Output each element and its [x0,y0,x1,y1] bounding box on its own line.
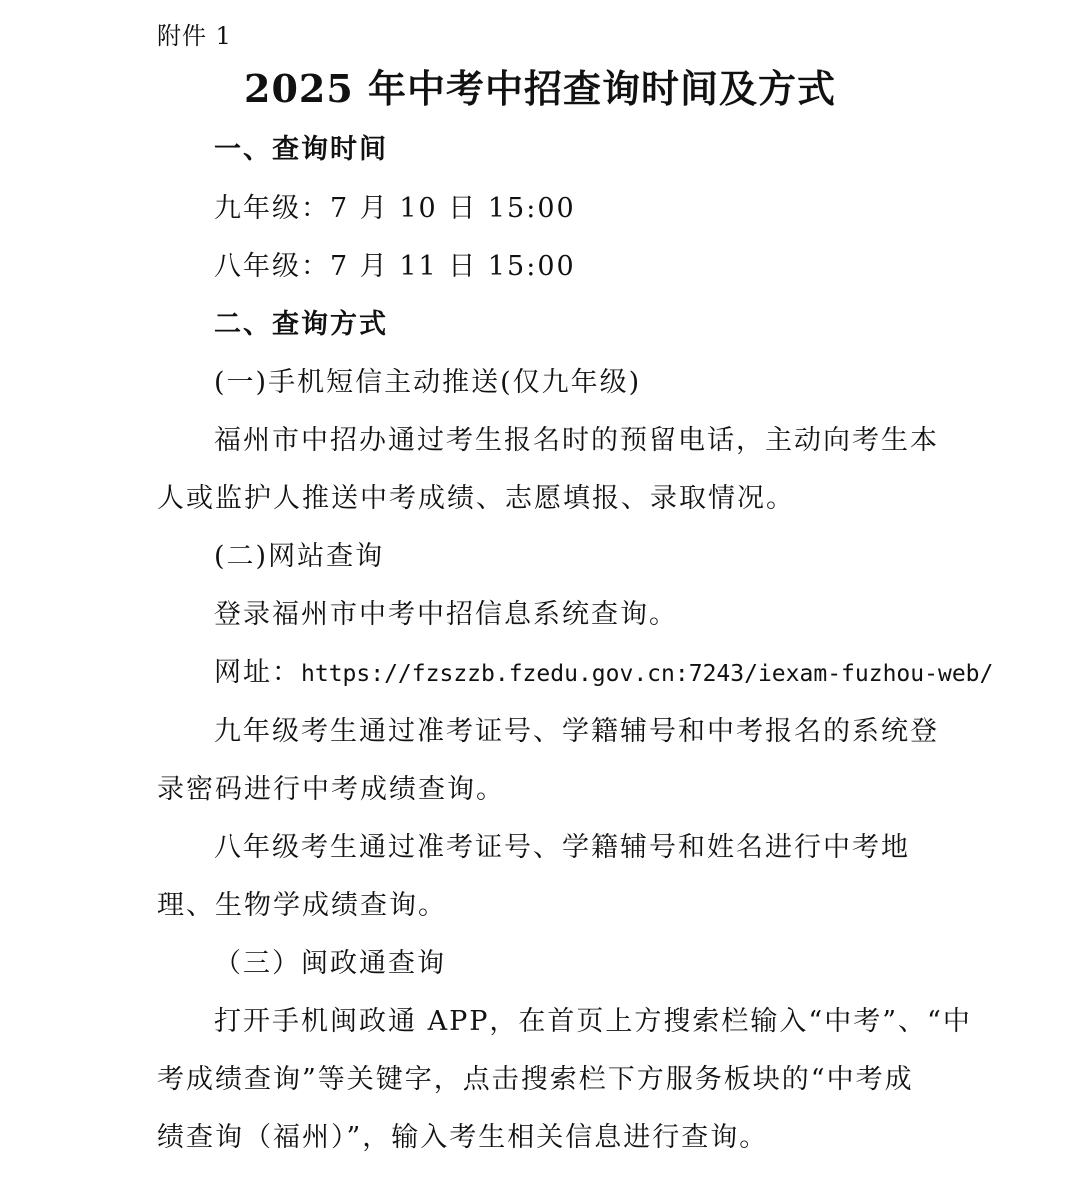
web-heading: (二)网站查询 [214,541,385,572]
grade9-query-time: 九年级：7 月 10 日 15:00 [214,193,576,224]
grade8-query-time: 八年级：7 月 11 日 15:00 [214,251,576,282]
grade8-method-line1: 八年级考生通过准考证号、学籍辅号和姓名进行中考地 [214,832,910,863]
section1-heading: 一、查询时间 [214,134,388,165]
grade9-method-line1: 九年级考生通过准考证号、学籍辅号和中考报名的系统登 [214,716,939,747]
app-heading: （三）闽政通查询 [214,948,446,979]
sms-heading: (一)手机短信主动推送(仅九年级) [214,367,642,398]
app-paragraph-line2: 考成绩查询”等关键字，点击搜索栏下方服务板块的“中考成 [157,1064,914,1095]
grade9-method-line2: 录密码进行中考成绩查询。 [157,774,505,805]
grade8-method-line2: 理、生物学成绩查询。 [157,890,447,921]
section2-heading: 二、查询方式 [214,309,388,340]
document-title: 2025 年中考中招查询时间及方式 [244,66,836,111]
web-paragraph-line1: 登录福州市中考中招信息系统查询。 [214,599,678,630]
url-label: 网址： [214,657,301,688]
sms-paragraph-line1: 福州市中招办通过考生报名时的预留电话，主动向考生本 [214,425,939,456]
app-paragraph-line3: 绩查询（福州）”，输入考生相关信息进行查询。 [157,1122,769,1153]
app-paragraph-line1: 打开手机闽政通 APP，在首页上方搜索栏输入“中考”、“中 [214,1006,972,1037]
website-url[interactable]: https://fzszzb.fzedu.gov.cn:7243/iexam-fuzhou-web/ [301,661,994,687]
attachment-label: 附件 1 [157,22,232,50]
sms-paragraph-line2: 人或监护人推送中考成绩、志愿填报、录取情况。 [157,483,795,514]
web-url-line [214,654,993,693]
